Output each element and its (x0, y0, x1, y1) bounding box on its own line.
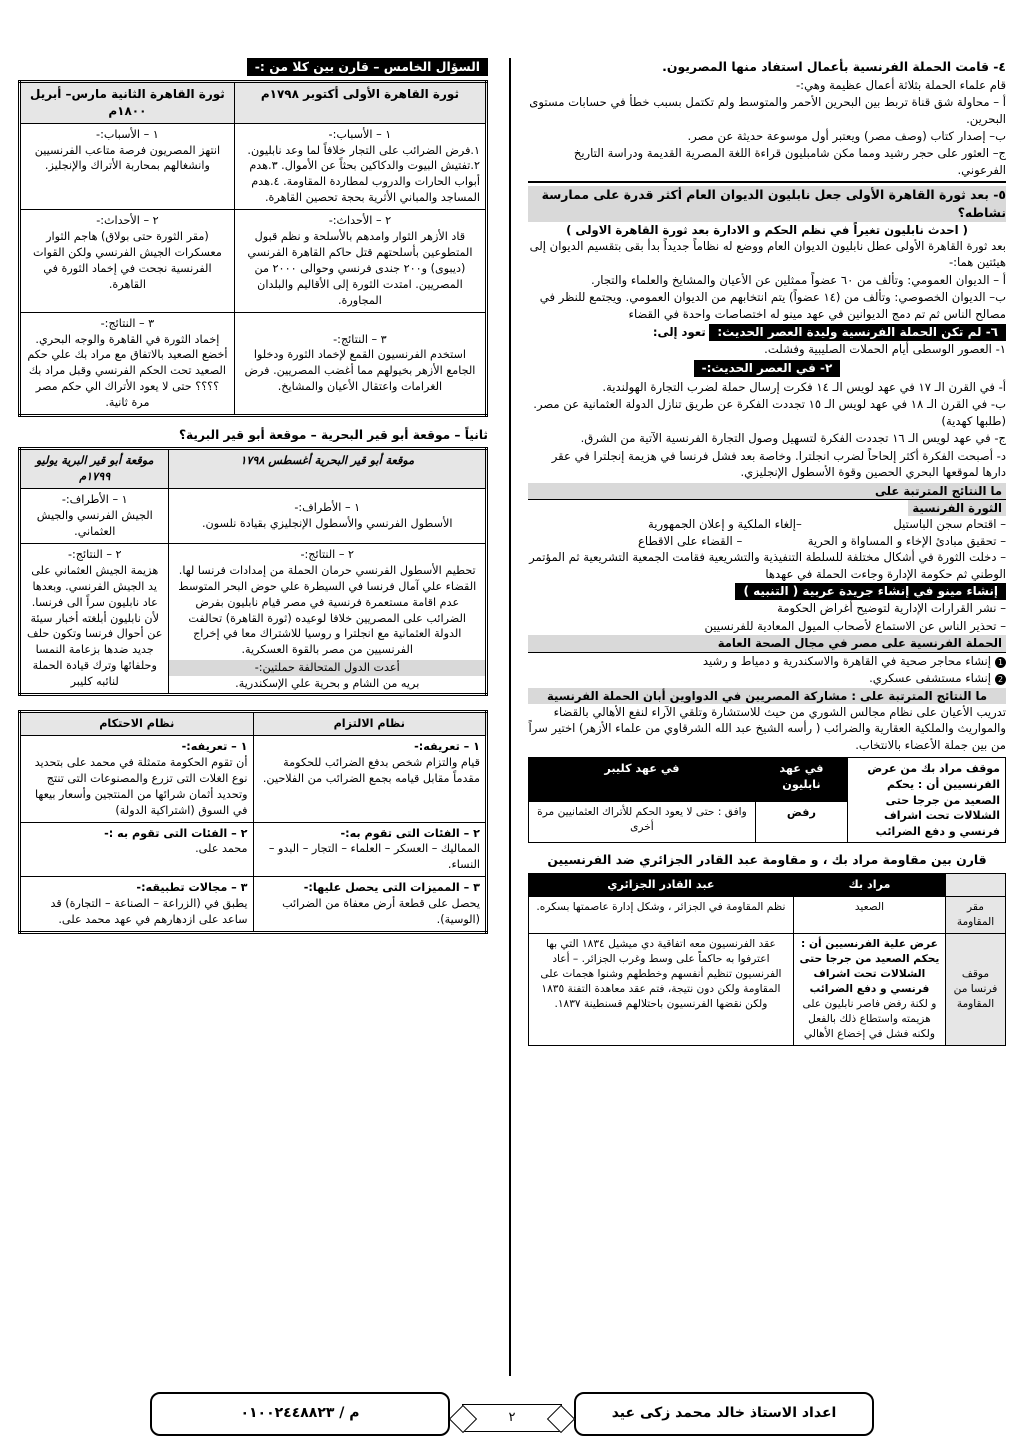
iltizam-b2-title: ٢ – الفئات التى تقوم به :- (104, 826, 248, 840)
q6-b: ب- في القرن الـ ١٨ في عهد لويس الـ ١٥ تجددت الفكرة عن طريق تنازل الدولة العثمانية عن مصر. (طلبها كهدية) (533, 397, 1006, 428)
q6-title: ٦- لم تكن الحملة الفرنسية وليدة العصر الحديث: (709, 324, 1006, 341)
results-revolution: الثورة الفرنسية (908, 500, 1006, 516)
cairo-h1: ثورة القاهرة الأولى أكتوبر ١٧٩٨م (234, 81, 486, 123)
q5-subtitle: ( احدث نابليون تغيراً في نظم الحكم و الادارة بعد ثورة القاهرة الاولى ) (566, 222, 968, 237)
cairo-d2-title: ٢ – الأحداث:- (96, 214, 159, 228)
q6-p1: ١- العصور الوسطى أيام الحملات الصليبية وفشلت. (764, 342, 1006, 357)
cairo-c1: ١.فرض الضرائب على التجار خلافاً لما وعد نابليون. ٢.تفتيش البيوت والدكاكين بحثاً عن الأموال. ٣.هدم أبواب الحارات والدروب لمطاردة المقاومة. ٤.هدم المساجد والمباني الأثرية بحجة تحصين القاهرة. (247, 143, 480, 205)
iltizam-c2: يطبق في (الزراعة – الصناعة – التجارة) قد ساعد على ازدهارهم في عهد محمد على. (50, 897, 248, 927)
murad-col-kleber: في عهد كليبر (529, 758, 756, 802)
q4-intro: قام علماء الحملة بثلاثة أعمال عظيمة وهي:- (796, 77, 1006, 92)
iltizam-b2: محمد على. (195, 842, 248, 856)
cairo-d1: قاد الأزهر الثوار وامدهم بالأسلحة و نظم قبول المتطوعين بأسلحتهم قتل حاكم القاهرة الفرنسي (ديبوى) و٢٠٠ جندى فرنسي وحوالى ٢٠٠٠ من المصريين. امتدت الثورة إلى الأقاليم والبلدان المجاورة. (247, 230, 473, 307)
cairo-h2: ثورة القاهرة الثانية مارس– أبريل ١٨٠٠م (20, 81, 235, 123)
murad-table-label: موقف مراد بك من عرض الفرنسيين أن : يحكم الصعيد من جرجا حتى الشلالات تحت اشراف فرنسي و دفع الضرائب (848, 758, 1006, 843)
footer-author: اعداد الاستاذ خالد محمد زكى عيد (574, 1392, 874, 1436)
compare-row2-murad-bold: عرض علية الفرنسيين أن : يحكم الصعيد من جرجا حتى الشلالات تحت اشراف فرنسي و دفع الضرائب (799, 937, 940, 996)
aboukir-b1-note: أعدت الدول المتحالفة حملتين:- (169, 660, 485, 676)
compare-row2-murad: و لكنة رفض فاصر نابليون على هزيمته واستطاع ذلك بالفعل ولكنه فشل في إخضاع الأهالي (802, 998, 937, 1041)
q6-a: أ- في القرن الـ ١٧ في عهد لويس الـ ١٤ فكرت إرسال حملة لضرب التجارة الهولندية. (602, 379, 1006, 394)
murad-napoleon: رفض (755, 801, 847, 843)
q6-d: د- أصبحت الفكرة أكثر إلحاحاً لضرب انجلترا. وخاصة بعد فشل فرنسا في هزيمة إنجلترا في عقر دارها لموقعها البحري الحصين وقوة الأسطول الإنجليزي. (551, 448, 1006, 480)
iltizam-c2-title: ٣ – مجالات تطبيقه:- (136, 881, 248, 895)
compare-table (528, 873, 1006, 1046)
q4-c: ج– العثور على حجر رشيد ومما مكن شامبليون قراءة اللغة المصرية القديمة ودراسة التاريخ الفرعوني. (573, 146, 1006, 177)
cairo-d2: (مقر الثورة حتى بولاق) هاجم الثوار معسكرات الجيش الفرنسي ولكن القوات الفرنسية نجحت في إخماد الثورة في القاهرة. (32, 230, 222, 291)
aboukir-title: ثانياً – موقعة أبو قير البحرية – موقعة أبو قير البرية؟ (178, 428, 488, 443)
cairo-c1-title: ١ – الأسباب:- (328, 127, 392, 141)
murad-col-napoleon: في عهد نابليون (755, 758, 847, 802)
cairo-table (18, 80, 488, 417)
murad-table (528, 757, 1006, 843)
aboukir-h2: موقعة أبو قير البرية يوليو ١٧٩٩م (20, 449, 169, 489)
q4-title: ٤- قامت الحملة الفرنسية بأعمال استفاد منها المصريون. (662, 59, 1006, 74)
iltizam-h2: نظام الاحتكام (20, 712, 254, 736)
page (18, 58, 1006, 1376)
iltizam-c1: يحصل على قطعة أرض معفاة من الضرائب (الوسية). (282, 897, 480, 927)
dawawin-d1: تدريب الأعيان على نظام مجالس الشوري من حيث للاستشارة وتلقي الآراء لنفع الأهالي بالقضاء والمواريث والملكية العقارية والضرائب ( رأسه الشيخ عبد الله الشرقاوي من علماء الأزهر) اختير سراً من بين جملة الأعضاء بالانتخاب. (528, 704, 1006, 752)
result-r1b: –إلغاء الملكية و إعلان الجمهورية (648, 517, 802, 532)
iltizam-h1: نظام الالتزام (253, 712, 487, 736)
q5-intro: بعد ثورة القاهرة الأولى عطل نابليون الديوان العام ووضع له نظاماً جديداً بدأ بقى بتقسيم الديوان إلى هيئتين هما:- (529, 239, 1006, 270)
health-h1: إنشاء محاجر صحية في القاهرة والاسكندرية و دمياط و رشيد (702, 653, 991, 668)
q4-b: ب– إصدار كتاب (وصف مصر) ويعتبر أول موسوعة حديثة عن مصر. (687, 128, 1006, 143)
page-number: ٢ (462, 1404, 562, 1432)
aboukir-h1: موقعة أبو قير البحرية أغسطس ١٧٩٨ (169, 449, 487, 489)
result-r1a: – اقتحام سجن الباستيل (893, 517, 1006, 532)
aboukir-b2-title: ٢ – النتائج:- (67, 547, 122, 561)
result-r3: – دخلت الثورة في أشكال مختلفة للسلطة التنفيذية والتشريعية فقامت الجمعية التشريعية ثم المؤتمر الوطني ثم حكومة الإدارة وجاءت الحملة في عهدها (529, 550, 1006, 581)
aboukir-b1-title: ٢ – النتائج:- (300, 547, 354, 561)
q4-a: أ – محاولة شق قناة تربط بين البحرين الأحمر والمتوسط ولم تكتمل بسبب خطأ في حسابات مستوى البحرين. (529, 95, 1006, 126)
cairo-c2: انتهز المصريون فرصة متاعب الفرنسيين وانشغالهم بمحاربة الأتراك والإنجليز. (34, 143, 221, 173)
bullet-2: 2 (995, 674, 1006, 685)
cairo-c2-title: ١ – الأسباب:- (96, 127, 159, 141)
result-r2a: – تحقيق مبادئ الإخاء و المساواة و الحرية (807, 533, 1006, 548)
health-h2: إنشاء مستشفى عسكري. (869, 671, 991, 686)
q5-compare-title: السؤال الخامس – قارن بين كلا من :- (247, 58, 488, 76)
compare-row2-abd: عقد الفرنسيون معه اتفاقية دي ميشيل ١٨٣٤ التي بها اعترفوا به حاكماً على وسط وغرب الجزائر. – أعاد الفرنسيون تنظيم أنفسهم وخططهم وشنوا هجمات على المقاومة ولكن دون نتيجة، فتم عقد معاهدة التفنة ١٨٣٥ ولكن نقضها الفرنسيون باحتلالهم قسنطينة ١٨٣٧. (529, 933, 794, 1045)
aboukir-table (18, 447, 488, 696)
iltizam-c1-title: ٣ – المميزات التى يحصل عليها:- (303, 881, 480, 895)
compare-h-murad: مراد بك (793, 873, 945, 896)
q5-a: أ – الديوان العمومي: وتألف من ٦٠ عضواً ممثلين عن الأعيان والمشايخ والعلماء والتجار. (591, 272, 1006, 287)
footer-phone: م / ٠١٠٠٢٤٤٨٨٢٣ (150, 1392, 450, 1436)
result-r2b: – القضاء على الاقطاع (638, 533, 743, 548)
cairo-e1-title: ٣ – النتائج:- (333, 332, 387, 346)
aboukir-b1: تحطيم الأسطول الفرنسي حرمان الحملة من إمدادات فرنسا لها. القضاء علي آمال فرنسا في السيطرة علي حوض البحر المتوسط عدم اقامة مستعمرة فرنسية في مصر قيام نابليون بفرض الضرائب على المصريين خلافا لوعيده (ثورة القاهرة) تحالفت الدولة العثمانية مع انجلترا و روسيا للاشتراك معا في إخراج الفرنسيين من مصر بالقوة العسكرية. (178, 563, 477, 657)
cairo-e1: استخدم الفرنسيون القمع لإخماد الثورة ودخلوا الجامع الأزهر بخيولهم مما أغضب المصريين. فرض الغرامات واعتقال الأعيان والمشايخ. (244, 348, 476, 394)
bullet-1: 1 (995, 657, 1006, 668)
q5-title: ٥- بعد ثورة القاهرة الأولى جعل نابليون الديوان العام أكثر قدرة على ممارسة نشاطه؟ (528, 186, 1006, 221)
left-column (18, 58, 488, 934)
compare-h-abd: عبد القادر الجزائري (529, 873, 794, 896)
results-title: ما النتائج المترتبة على (528, 483, 1006, 500)
aboukir-a2: الجيش الفرنسي والجيش العثماني. (36, 509, 153, 539)
iltizam-b1: المماليك – العسكر – العلماء – التجار – البدو – النساء. (268, 842, 480, 872)
compare-row1-label: مقر المقاومة (946, 896, 1006, 933)
aboukir-b2: هزيمة الجيش العثماني على يد الجيش الفرنسي. وبعدها عاد نابليون سراً الى فرنسا. لأن نابليون أبلغته أخبار سيئة عن أحوال فرنسا وتكون حلف جديد ضدها بزعامة النمسا وحلفائها وترك قيادة الحملة لنائبه كليبر (27, 563, 163, 689)
column-divider (509, 58, 511, 1376)
compare-row2-label: موقف فرنسا من المقاومة (946, 933, 1006, 1045)
health-title: الحملة الفرنسية على مصر في مجال الصحة العامة (528, 635, 1006, 652)
q6-p2-title: ٢- في العصر الحديث:- (694, 360, 841, 377)
q6-c: ج- في عهد لويس الـ ١٦ تجددت الفكرة لتسهيل وصول التجارة الفرنسية الآتية من الشرق. (580, 431, 1006, 446)
iltizam-table (18, 710, 488, 934)
menou-m2: – تحذير الناس عن الاستماع لأصحاب الميول المعادية للفرنسيين (704, 618, 1006, 633)
iltizam-a1-title: ١ – تعريفه:- (414, 740, 480, 753)
cairo-e2: إخماد الثورة في القاهرة والوجه البحري. أخضع الصعيد بالاتفاق مع مراد بك علي حكم الصعيد تحت الحكم الفرنسي وقبل مراد بك ؟؟؟؟ حتى لا يعود الأتراك الي حكم مصر مرة ثانية. (27, 332, 228, 410)
cairo-d1-title: ٢ – الأحداث:- (328, 214, 392, 228)
iltizam-a2: أن تقوم الحكومة متمثلة في محمد على بتحديد نوع الغلات التى تزرع والمصنوعات التى تنتج وتحديد أثمان شرائها من المنتجين وأسعار بيعها في السوق (اشتراكية الدولة) (34, 755, 248, 817)
cairo-e2-title: ٣ – النتائج:- (100, 316, 155, 330)
dawawin-title: ما النتائج المترتبة على : مشاركة المصريين في الدواوين أبان الحملة الفرنسية (528, 688, 1006, 704)
aboukir-b1-note2: بريه من الشام و بحرية علي الإسكندرية. (235, 677, 420, 691)
iltizam-b1-title: ٢ – الفئات التى تقوم به:- (340, 826, 480, 840)
right-column (528, 58, 1006, 1046)
compare-title: قارن بين مقاومة مراد بك ، و مقاومة عبد القادر الجزائري ضد الفرنسيين (547, 852, 987, 868)
iltizam-a1: قيام والتزام شخص بدفع الضرائب للحكومة مقدماً مقابل قيامه بجمع الضرائب من الفلاحين. (262, 755, 480, 785)
iltizam-a2-title: ١ – تعريفه:- (181, 740, 248, 753)
compare-row1-murad: الصعيد (793, 896, 945, 933)
murad-kleber: وافق : حتى لا يعود الحكم للأتراك العثمانيين مرة أخرى (529, 801, 756, 843)
menou-title: إنشاء مينو في إنشاء جريدة عربية ( التنبيه ) (735, 583, 1006, 600)
q6-tail: تعود إلى: (652, 325, 706, 340)
menou-m1: – نشر القرارات الإدارية لتوضيح أغراض الحكومة (777, 601, 1006, 616)
aboukir-a1-title: ١ – الأطراف:- (294, 501, 361, 515)
q5-b: ب– الديوان الخصوصي: وتألف من (١٤ عضواً) يتم انتخابهم من الديوان العمومي. ويجتمع للنظر في مصالح الناس ثم تم دمج الديوانين في عهد مينو له اختصاصات واحدة في القضاء (539, 290, 1006, 321)
compare-row1-abd: نظم المقاومة في الجزائر ، وشكل إدارة عاصمتها بسكره. (529, 896, 794, 933)
aboukir-a1: الأسطول الفرنسي والأسطول الإنجليزي بقيادة نلسون. (202, 517, 453, 531)
aboukir-a2-title: ١ – الأطراف:- (61, 493, 128, 507)
